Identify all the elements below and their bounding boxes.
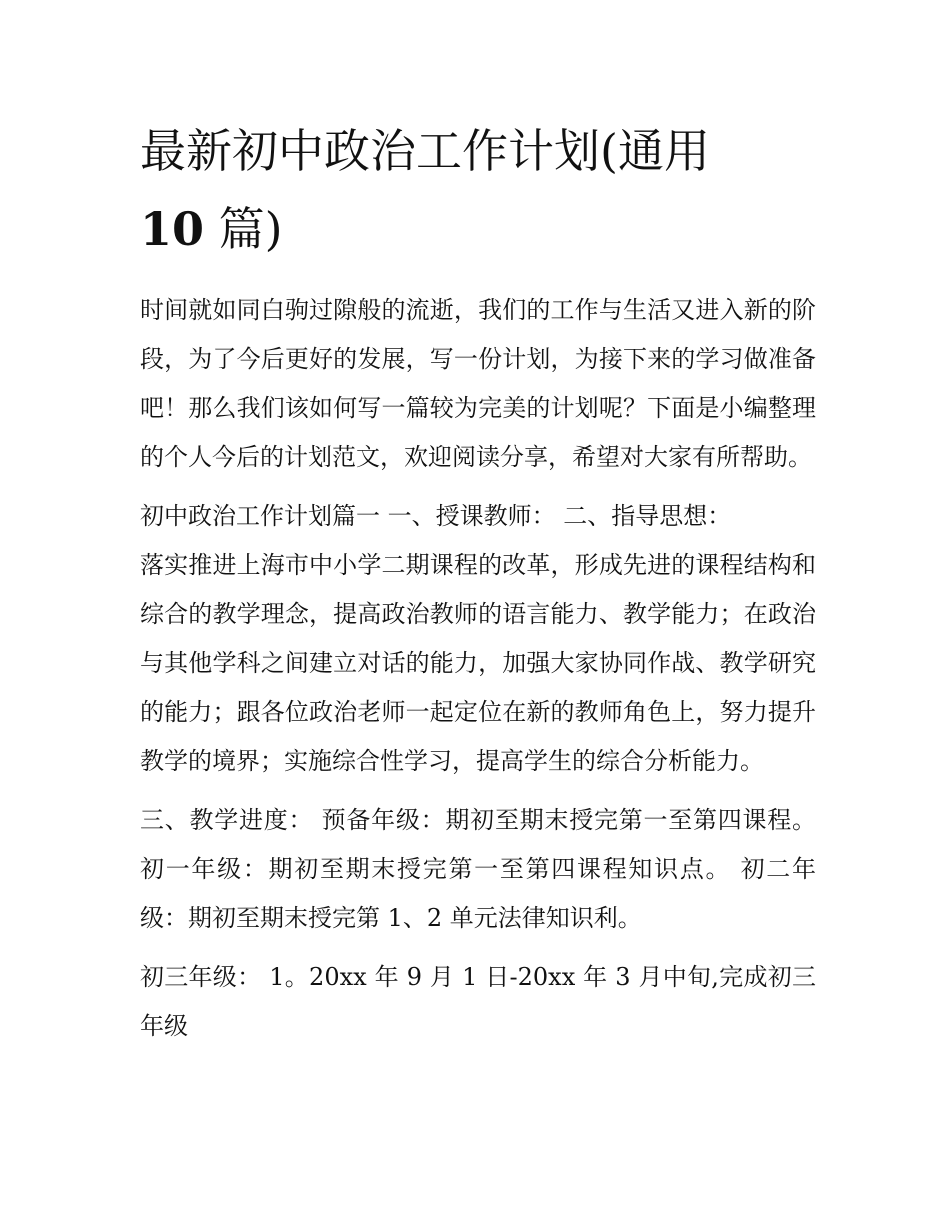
title-number: 10 bbox=[140, 202, 205, 256]
guiding-thought-paragraph: 落实推进上海市中小学二期课程的改革，形成先进的课程结构和综合的教学理念，提高政治教师的语言能力、教学能力；在政治与其他学科之间建立对话的能力，加强大家协同作战、教学研究的能力；跟各位政治老师一起定位在新的教师角色上，努力提升教学的境界；实施综合性学习，提高学生的综合分析能力。 bbox=[140, 551, 816, 775]
grade-three-paragraph: 初三年级： 1。20xx 年 9 月 1 日-20xx 年 3 月中旬,完成初三年级 bbox=[140, 963, 816, 1040]
document-page bbox=[140, 112, 816, 1051]
section-heading-paragraph: 初中政治工作计划篇一 一、授课教师： 二、指导思想： bbox=[140, 502, 732, 530]
title-line-2: 篇) bbox=[204, 202, 283, 256]
document-title bbox=[140, 112, 816, 268]
title-line-1: 最新初中政治工作计划(通用 bbox=[140, 124, 710, 178]
intro-paragraph: 时间就如同白驹过隙般的流逝，我们的工作与生活又进入新的阶段，为了今后更好的发展，写一份计划，为接下来的学习做准备吧！那么我们该如何写一篇较为完美的计划呢？下面是小编整理的个人今后的计划范文，欢迎阅读分享，希望对大家有所帮助。 bbox=[140, 296, 816, 471]
teaching-progress-paragraph: 三、教学进度： 预备年级：期初至期末授完第一至第四课程。 初一年级：期初至期末授完第一至第四课程知识点。 初二年级：期初至期末授完第 1、2 单元法律知识利。 bbox=[140, 806, 816, 932]
